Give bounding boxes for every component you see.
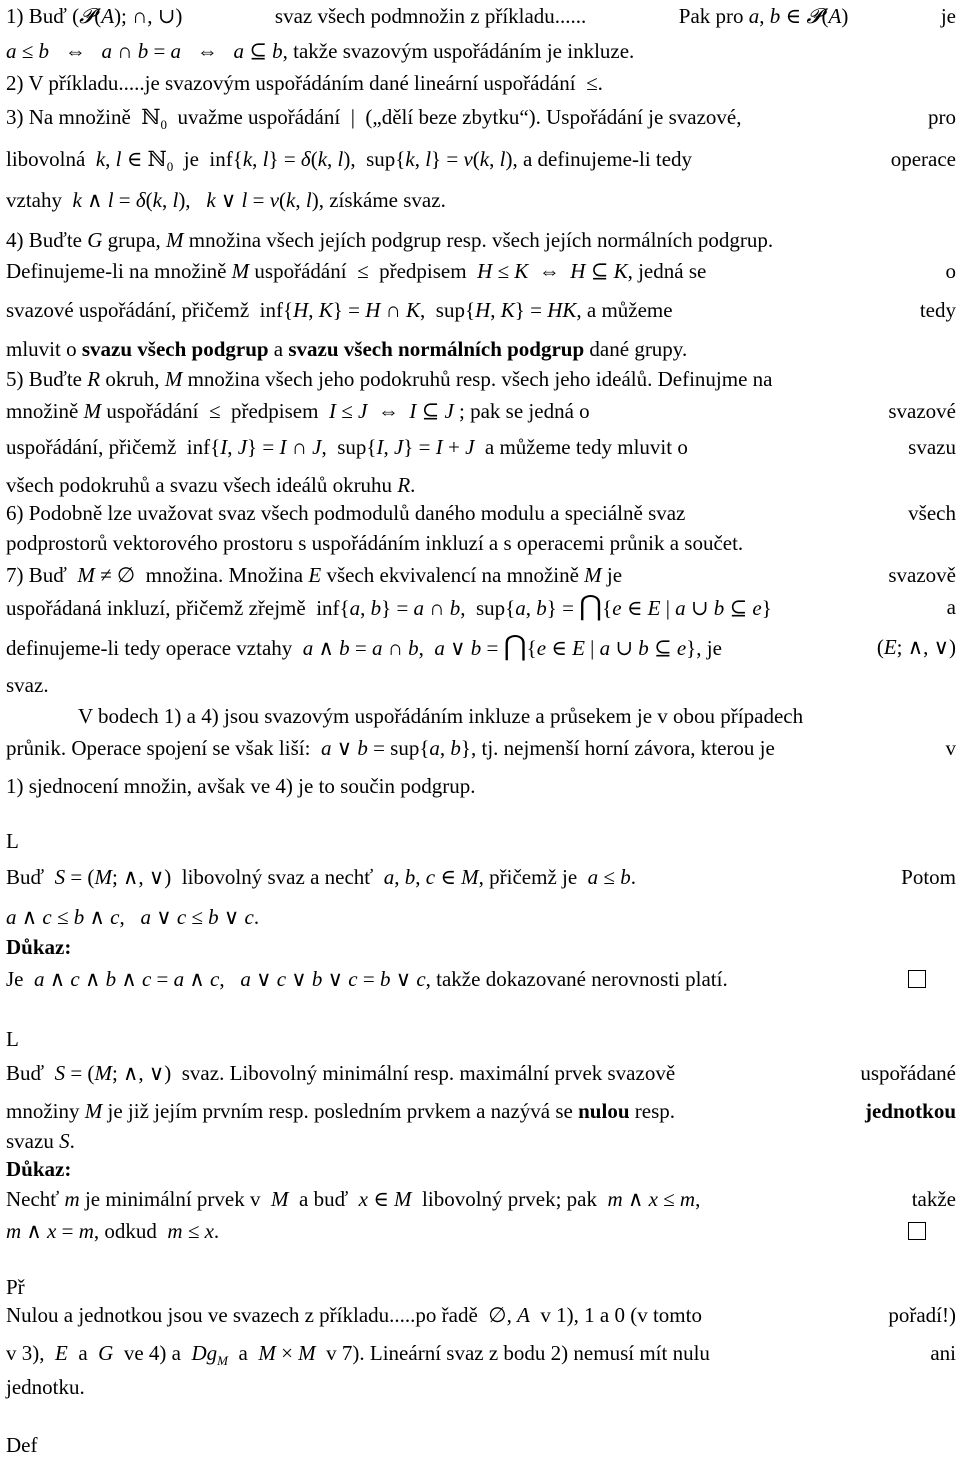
line-segment: libovolná k, l ∈ ℕ$_0$ je inf{k, l} = δ(k, l), sup{k, l} = ν(k, l), a definujeme-li tedy bbox=[6, 147, 693, 175]
line-segment: Definujeme-li na množině M uspořádání ≤ předpisem H ≤ K ⇔ H ⊆ K, jedná se bbox=[6, 259, 707, 283]
text-line bbox=[6, 1302, 956, 1328]
text-line: a ∧ c ≤ b ∧ c, a ∨ c ≤ b ∨ c. bbox=[6, 905, 260, 929]
text-line: mluvit o svazu všech podgrup a svazu všech normálních podgrup dané grupy. bbox=[6, 337, 688, 361]
line-segment: takže bbox=[911, 1187, 956, 1211]
line-segment: pořadí!) bbox=[888, 1303, 956, 1327]
proof-heading: Důkaz: bbox=[6, 935, 72, 959]
line-segment: Buď S = (M; ∧, ∨) svaz. Libovolný minimální resp. maximální prvek svazově bbox=[6, 1061, 676, 1085]
line-segment: ani bbox=[930, 1341, 956, 1365]
text-line bbox=[6, 562, 956, 588]
text-line bbox=[6, 500, 956, 526]
text-line bbox=[6, 3, 956, 29]
line-segment: svazu bbox=[908, 435, 956, 459]
line-segment: je bbox=[940, 4, 956, 28]
text-line bbox=[6, 864, 956, 890]
heading-definition: Def bbox=[6, 1433, 38, 1457]
line-segment: Je a ∧ c ∧ b ∧ c = a ∧ c, a ∨ c ∨ b ∨ c = b ∨ c, takže dokazované nerovnosti platí. bbox=[6, 967, 728, 991]
line-segment: (E; ∧, ∨) bbox=[876, 635, 956, 659]
line-segment: v 3), E a G ve 4) a $Dg_M$ a M × M v 7). Lineární svaz z bodu 2) nemusí mít nulu bbox=[6, 1341, 710, 1369]
text-line: 2) V příkladu.....je svazovým uspořádáním dané lineární uspořádání ≤. bbox=[6, 71, 603, 95]
line-segment: a bbox=[946, 595, 956, 619]
text-line: všech podokruhů a svazu všech ideálů okruhu R. bbox=[6, 473, 416, 497]
line-segment: Potom bbox=[901, 865, 956, 889]
line-segment: Nulou a jednotkou jsou ve svazech z příkladu.....po řadě ∅, A v 1), 1 a 0 (v tomto bbox=[6, 1303, 702, 1327]
text-line: V bodech 1) a 4) jsou svazovým uspořádáním inkluze a průsekem je v obou případech bbox=[78, 704, 804, 728]
line-segment: Pak pro a, b ∈ 𝓟(A) bbox=[678, 4, 849, 28]
line-segment: Nechť m je minimální prvek v M a buď x ∈ M libovolný prvek; pak m ∧ x ≤ m, bbox=[6, 1187, 701, 1211]
line-segment: tedy bbox=[919, 298, 956, 322]
text-line bbox=[6, 258, 956, 284]
line-segment: množině M uspořádání ≤ předpisem I ≤ J ⇔ I ⊆ J ; pak se jedná o bbox=[6, 399, 590, 423]
text-line bbox=[6, 631, 956, 662]
proof-heading: Důkaz: bbox=[6, 1157, 72, 1181]
text-line bbox=[6, 434, 956, 460]
line-segment: operace bbox=[890, 147, 956, 171]
text-line bbox=[6, 591, 956, 622]
heading-example: Př bbox=[6, 1275, 25, 1299]
text-line: jednotku. bbox=[6, 1375, 85, 1399]
line-segment: všech bbox=[908, 501, 956, 525]
text-line: svaz. bbox=[6, 673, 49, 697]
line-segment: uspořádaná inkluzí, přičemž zřejmě inf{a, b} = a ∩ b, sup{a, b} = ⋂{e ∈ E | a ∪ b ⊆ e} bbox=[6, 591, 772, 622]
text-line: podprostorů vektorového prostoru s uspořádáním inkluzí a s operacemi průnik a součet. bbox=[6, 531, 744, 555]
line-segment: svazové bbox=[888, 399, 956, 423]
line-segment: o bbox=[945, 259, 956, 283]
text-line bbox=[6, 398, 956, 424]
heading-lemma: L bbox=[6, 829, 19, 853]
line-segment: m ∧ x = m, odkud m ≤ x. bbox=[6, 1219, 220, 1243]
line-segment: 7) Buď M ≠ ∅ množina. Množina E všech ekvivalencí na množině M je bbox=[6, 563, 623, 587]
text-line: vztahy k ∧ l = δ(k, l), k ∨ l = ν(k, l), získáme svaz. bbox=[6, 188, 446, 212]
heading-lemma: L bbox=[6, 1027, 19, 1051]
text-line: svazu S. bbox=[6, 1129, 75, 1153]
qed-square-icon bbox=[908, 1222, 926, 1240]
text-line bbox=[6, 1186, 956, 1212]
text-line: a ≤ b ⇔ a ∩ b = a ⇔ a ⊆ b, takže svazovým uspořádáním je inkluze. bbox=[6, 39, 635, 63]
line-segment: v bbox=[945, 736, 956, 760]
line-segment: 1) Buď (𝓟(A); ∩, ∪) bbox=[6, 4, 183, 28]
text-line: 1) sjednocení množin, avšak ve 4) je to součin podgrup. bbox=[6, 774, 476, 798]
line-segment: jednotkou bbox=[864, 1099, 956, 1123]
line-segment: definujeme-li tedy operace vztahy a ∧ b = a ∩ b, a ∨ b = ⋂{e ∈ E | a ∪ b ⊆ e}, je bbox=[6, 631, 722, 662]
text-line bbox=[6, 735, 956, 761]
text-line: 5) Buďte R okruh, M množina všech jeho podokruhů resp. všech jeho ideálů. Definujme na bbox=[6, 367, 773, 391]
line-segment: svazové uspořádání, přičemž inf{H, K} = H ∩ K, sup{H, K} = HK, a můžeme bbox=[6, 298, 673, 322]
line-segment: svaz všech podmnožin z příkladu...... bbox=[274, 4, 587, 28]
line-segment: množiny M je již jejím prvním resp. posledním prvkem a nazývá se nulou resp. bbox=[6, 1099, 675, 1123]
qed-square-icon bbox=[908, 970, 926, 988]
line-segment: Buď S = (M; ∧, ∨) libovolný svaz a nechť a, b, c ∈ M, přičemž je a ≤ b. bbox=[6, 865, 636, 889]
text-line: 4) Buďte G grupa, M množina všech jejích podgrup resp. všech jejích normálních podgrup. bbox=[6, 228, 774, 252]
line-segment: svazově bbox=[888, 563, 956, 587]
line-segment: uspořádané bbox=[860, 1061, 956, 1085]
text-line bbox=[6, 966, 956, 992]
line-segment: 6) Podobně lze uvažovat svaz všech podmodulů daného modulu a speciálně svaz bbox=[6, 501, 686, 525]
line-segment: průnik. Operace spojení se však liší: a ∨ b = sup{a, b}, tj. nejmenší horní závora, kterou je bbox=[6, 736, 775, 760]
line-segment: pro bbox=[928, 105, 956, 129]
text-line bbox=[6, 104, 956, 138]
text-line bbox=[6, 1218, 956, 1244]
line-segment: 3) Na množině ℕ$_0$ uvažme uspořádání | („dělí beze zbytku“). Uspořádání je svazové, bbox=[6, 105, 742, 133]
text-line bbox=[6, 1340, 956, 1374]
text-line bbox=[6, 1060, 956, 1086]
line-segment: uspořádání, přičemž inf{I, J} = I ∩ J, sup{I, J} = I + J a můžeme tedy mluvit o bbox=[6, 435, 688, 459]
text-line bbox=[6, 297, 956, 323]
text-line bbox=[6, 1098, 956, 1124]
text-line bbox=[6, 146, 956, 180]
